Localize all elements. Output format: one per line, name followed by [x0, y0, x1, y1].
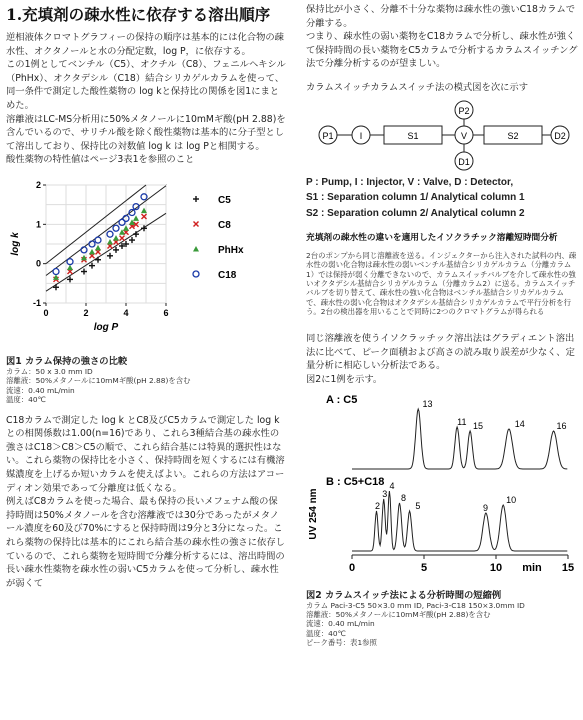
data-point-c8: [120, 236, 125, 241]
peak-label-b: 5: [415, 500, 421, 511]
legend-marker-c5: [193, 196, 199, 202]
y-tick-label: 0: [35, 258, 41, 269]
data-point-c5: [95, 257, 101, 263]
peak-label-a: 16: [556, 420, 567, 431]
peak-label-b: 2: [375, 500, 381, 511]
fig1-caption-line: 温度：40℃: [6, 395, 46, 405]
y-tick-label: 2: [35, 179, 41, 190]
fig2-caption-line: カラム Paci-3-C5 50×3.0 mm ID, Paci-3-C18 150×3.0mm ID: [306, 600, 525, 610]
detector-2-node: [551, 126, 569, 144]
peak-label-b: 3: [382, 488, 388, 499]
data-point-phhx: [107, 239, 113, 245]
legend-line: P : Pump, I : Injector, V : Valve, D : Detector,: [306, 176, 514, 188]
legend-marker-c8: [194, 221, 199, 226]
peak-label-b: 4: [389, 480, 395, 491]
left-column: [6, 0, 286, 590]
svg-text:P2: P2: [458, 105, 470, 116]
legend-marker-phhx: [193, 246, 199, 252]
fig2-chromatogram: [306, 389, 578, 585]
fig2-caption-line: 温度：40℃: [306, 628, 346, 638]
column-s1: [384, 126, 442, 144]
x-tick-label: 4: [123, 307, 129, 318]
x-tick-label: 5: [420, 561, 428, 574]
schematic-legend: [306, 175, 578, 222]
fig1-caption: [6, 353, 286, 405]
right-mid-paragraph-1: 同じ溶離液を使うイソクラッチック溶出法はグラディエント溶出法に比べて、ピーク面積および高さの読み取り誤差が少なく、定量分析に相応しい分析法である。: [306, 333, 575, 372]
section-title: 1.充填剤の疎水性に依存する溶出順序: [6, 5, 271, 24]
legend-line: S2 : Separation column 2/ Analytical column 2: [306, 207, 525, 219]
right-column: [306, 0, 578, 648]
data-point-phhx: [67, 265, 73, 271]
fig1-caption-line: 溶離液：50%メタノールに10mMギ酸(pH 2.88)を含む: [6, 376, 191, 386]
data-point-c5: [107, 253, 113, 259]
data-point-c5: [113, 247, 119, 253]
svg-text:I: I: [359, 130, 363, 141]
legend-label-c18: C18: [218, 269, 237, 281]
fig2-caption-line: ピーク番号：表1参照: [306, 638, 377, 648]
peak-label-a: 14: [514, 418, 525, 429]
right-paragraph-2: つまり、疎水性の弱い薬物をC18カラムで分析し、疎水性が強くて保持時間の長い薬物をC5カラムで分析するカラムスイッチング法で分離分析するのが望ましい。: [306, 31, 578, 70]
svg-text:D1: D1: [458, 156, 470, 167]
y-axis-label: UV 254 nm: [308, 487, 319, 540]
detector-1-node: [455, 152, 473, 170]
isocratic-section-heading: 充填剤の疎水性の違いを適用したイソクラチック溶離短時間分析: [306, 233, 558, 244]
column-switching-schematic: [306, 99, 578, 173]
intro-paragraph-1: 逆相液体クロマトグラフィーの保持の順序は基本的には化合物の疎水性、オクタノールと水の分配定数，log P，に依存する。: [6, 32, 284, 57]
x-tick-label: 0: [43, 307, 49, 318]
data-point-c5: [53, 284, 59, 290]
fig2-caption-line: 流速：0.40 mL/min: [306, 619, 375, 629]
svg-text:S2: S2: [507, 130, 519, 141]
x-axis-label: log P: [93, 321, 119, 333]
data-point-phhx: [113, 235, 119, 241]
peak-label-b: 8: [400, 492, 406, 503]
peak-label-b: 10: [506, 494, 517, 505]
column-s2: [484, 126, 542, 144]
legend-line: S1 : Separation column 1/ Analytical column 1: [306, 192, 525, 204]
peak-label-a: 15: [472, 420, 483, 431]
valve-node: [455, 126, 473, 144]
schematic-intro: カラムスイッチカラムスイッチ法の模式図を次に示す: [306, 81, 529, 93]
right-paragraph-1: 保持比が小さく、分離不十分な薬物は疎水性の強いC18カラムで分離する。: [306, 4, 576, 29]
data-point-c18: [107, 231, 113, 237]
peak-label-b: 9: [483, 502, 489, 513]
x-unit-label: min: [522, 561, 542, 574]
data-point-phhx: [95, 245, 101, 251]
svg-text:V: V: [460, 130, 468, 141]
legend-marker-c18: [193, 271, 199, 277]
fig2-caption: [306, 587, 578, 648]
body-paragraph-1: C18カラムで測定した log k とC8及びC5カラムで測定した log k との相関係数は1.00(n=16)であり、これら3種結合基の疎水性の強さはC18＞C8＞C5の順で、これら結合基には特異的選択性はない。これら薬物の保持比を小さく、保持時間を短くするには有機溶媒濃度を上げるか短いカラムを使えばよい。これらの方法はアコーディオン効果であって分離度は低くなる。: [6, 414, 285, 494]
data-point-c18: [53, 268, 59, 274]
fig1-scatter-chart: [6, 177, 276, 347]
legend-label-phhx: PhHx: [218, 244, 244, 256]
isocratic-section-text: 2台のポンプから同じ溶離液を送る。インジェクターから注入された試料の内、疎水性の弱い化合物は疎水性の弱いベンチル基結合シリカゲルカラム（分離カラム1）では保持が弱く分離できないので、カラムスイッチバルブを介して疎水性の強いオクタデシル基結合シリカゲルカラム（分離カラム2）に送る。カラムスイッチバルブを切り替えて、疎水性の強い化合物はベンチル基結合シリカゲルカラムで、疎水性の弱い化合物はオクタデシル基結合シリカゲルカラムで平行分析を行う。2台の検出器を用いることで同時に2つのクロマトグラムが得られる: [306, 251, 577, 316]
fig2-caption-line: 溶離液：50%メタノールに10mMギ酸(pH 2.88)を含む: [306, 609, 491, 619]
legend-label-c8: C8: [218, 219, 231, 231]
y-tick-label: 1: [35, 219, 41, 230]
intro-paragraph-3: 溶離液はLC-MS分析用に50%メタノールに10mMギ酸(pH 2.88)を含んでいるので、サリチル酸を除く酸性薬物は基本的に分子型として溶出しており、保持比の対数値 log k は log Pと相関する。: [6, 113, 286, 152]
trace-b-label: B : C5+C18: [326, 475, 385, 488]
data-point-phhx: [123, 225, 129, 231]
data-point-phhx: [89, 249, 95, 255]
data-point-c18: [113, 225, 119, 231]
fig1-caption-line: カラム：50 x 3.0 mm ID: [6, 366, 93, 376]
x-tick-label: 6: [163, 307, 169, 318]
y-axis-label: log k: [10, 232, 21, 256]
svg-text:P1: P1: [322, 130, 334, 141]
data-point-c18: [95, 237, 101, 243]
trace-a-label: A : C5: [326, 393, 358, 406]
pump-1-node: [319, 126, 337, 144]
x-tick-label: 2: [83, 307, 89, 318]
right-mid-paragraph-2: 図2に1例を示す。: [306, 373, 383, 385]
y-tick-label: -1: [32, 297, 41, 308]
x-tick-label: 0: [348, 561, 356, 574]
fig1-caption-title: 図1 カラム保持の強さの比較: [6, 355, 128, 367]
x-tick-label: 15: [561, 561, 575, 574]
intro-paragraph-2: この1例としてベンチル（C5）、オクチル（C8）、フェニルヘキシル（PhHx）、オクタデシル（C18）結合シリカゲルカラムを使って、同一条件で測定した酸性薬物の log kと保持比の関係を図1にまとめた。: [6, 59, 286, 111]
peak-label-a: 13: [422, 398, 433, 409]
svg-text:D2: D2: [554, 130, 566, 141]
x-tick-label: 10: [489, 561, 503, 574]
body-paragraph-2: 例えばC8カラムを使った場合、最も保持の長いメフェナム酸の保持時間は50%メタノールを含む溶離液では30分であったがメタノール濃度を60及び70%にすると保持時間は9分と3分になった。これら薬物の保持比は基本的にこれら結合基の疎水性の強さに依存しているので、これら薬物を短時間で分離分析するには、溶出時間の長い疎水性薬物を疎水性の弱いC5カラムを使って分析し、疎水性が弱くて: [6, 496, 285, 589]
data-point-phhx: [133, 215, 139, 221]
fig2-caption-title: 図2 カラムスイッチ法による分析時間の短縮例: [306, 589, 502, 601]
trace-b-line: [352, 488, 567, 551]
intro-paragraph-4: 酸性薬物の特性値はページ3表1を参照のこと: [6, 154, 195, 166]
data-point-c5: [133, 231, 139, 237]
peak-label-a: 11: [457, 416, 467, 427]
svg-text:S1: S1: [407, 130, 419, 141]
data-point-c5: [129, 237, 135, 243]
pump-2-node: [455, 101, 473, 119]
fig1-caption-line: 流速：0.40 mL/min: [6, 385, 75, 395]
legend-label-c5: C5: [218, 194, 231, 206]
injector-node: [352, 126, 370, 144]
